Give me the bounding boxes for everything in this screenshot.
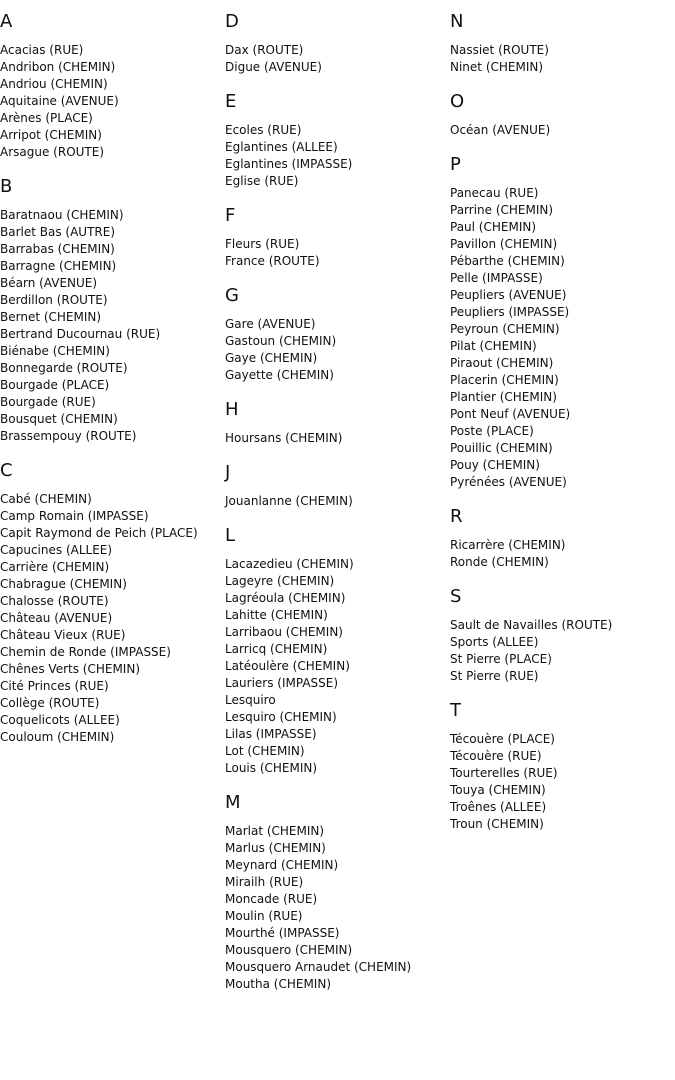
- street-entry: Gastoun (CHEMIN): [225, 334, 337, 348]
- letter-section: [0, 177, 224, 445]
- letter-section: [0, 12, 224, 161]
- section-letter-heading: A: [0, 11, 13, 32]
- street-entry: Digue (AVENUE): [225, 60, 322, 74]
- index-column: [225, 12, 449, 1009]
- index-column: [450, 12, 674, 849]
- street-entry: Baratnaou (CHEMIN): [0, 208, 124, 222]
- street-entry: Técouère (RUE): [450, 749, 542, 763]
- street-entry: Pouillic (CHEMIN): [450, 441, 553, 455]
- street-entry: Bonnegarde (ROUTE): [0, 361, 128, 375]
- letter-section: [450, 12, 674, 76]
- street-entry: Bourgade (RUE): [0, 395, 96, 409]
- street-entry: Ronde (CHEMIN): [450, 555, 549, 569]
- street-entry: Barrabas (CHEMIN): [0, 242, 115, 256]
- street-entry: Pelle (IMPASSE): [450, 271, 543, 285]
- street-entry: Lahitte (CHEMIN): [225, 608, 328, 622]
- street-entry: Barragne (CHEMIN): [0, 259, 117, 273]
- street-entry: Jouanlanne (CHEMIN): [225, 494, 353, 508]
- street-entry: Pouy (CHEMIN): [450, 458, 540, 472]
- street-entry: Bertrand Ducournau (RUE): [0, 327, 161, 341]
- street-entry: Troênes (ALLEE): [450, 800, 547, 814]
- section-letter-heading: S: [450, 586, 462, 607]
- street-entry: France (ROUTE): [225, 254, 320, 268]
- street-entry: Mousquero (CHEMIN): [225, 943, 353, 957]
- street-entry: Hoursans (CHEMIN): [225, 431, 343, 445]
- street-entry: Peyroun (CHEMIN): [450, 322, 560, 336]
- street-entry: Brassempouy (ROUTE): [0, 429, 137, 443]
- street-entry: St Pierre (RUE): [450, 669, 539, 683]
- section-letter-heading: P: [450, 154, 461, 175]
- street-entry: Panecau (RUE): [450, 186, 539, 200]
- street-entry: Gare (AVENUE): [225, 317, 316, 331]
- section-letter-heading: B: [0, 176, 13, 197]
- street-entry: Béarn (AVENUE): [0, 276, 98, 290]
- street-entry: Técouère (PLACE): [450, 732, 555, 746]
- street-entry: Piraout (CHEMIN): [450, 356, 554, 370]
- street-entry: Mourthé (IMPASSE): [225, 926, 340, 940]
- letter-section: [450, 92, 674, 139]
- street-entry: Capit Raymond de Peich (PLACE): [0, 526, 198, 540]
- letter-section: [225, 400, 449, 447]
- street-entry: Eglantines (IMPASSE): [225, 157, 353, 171]
- letter-section: [450, 701, 674, 833]
- street-entry: Tourterelles (RUE): [450, 766, 558, 780]
- street-entry: Lesquiro (CHEMIN): [225, 710, 337, 724]
- index-column: [0, 12, 224, 762]
- street-entry: Moutha (CHEMIN): [225, 977, 331, 991]
- letter-section: [450, 155, 674, 491]
- section-letter-heading: R: [450, 506, 463, 527]
- section-letter-heading: L: [225, 525, 236, 546]
- street-entry: Latéoulère (CHEMIN): [225, 659, 350, 673]
- street-entry: Marlus (CHEMIN): [225, 841, 326, 855]
- street-entry: Plantier (CHEMIN): [450, 390, 557, 404]
- street-entry: Collège (ROUTE): [0, 696, 100, 710]
- street-entry: Placerin (CHEMIN): [450, 373, 559, 387]
- street-entry: Capucines (ALLEE): [0, 543, 113, 557]
- section-letter-heading: D: [225, 11, 239, 32]
- street-entry: Gaye (CHEMIN): [225, 351, 318, 365]
- letter-section: [0, 461, 224, 746]
- section-letter-heading: E: [225, 91, 237, 112]
- letter-section: [225, 526, 449, 777]
- street-entry: Carrière (CHEMIN): [0, 560, 110, 574]
- street-entry: Couloum (CHEMIN): [0, 730, 115, 744]
- street-entry: Chemin de Ronde (IMPASSE): [0, 645, 171, 659]
- street-entry: Louis (CHEMIN): [225, 761, 318, 775]
- letter-section: [225, 463, 449, 510]
- street-entry: Bourgade (PLACE): [0, 378, 110, 392]
- street-entry: Mirailh (RUE): [225, 875, 304, 889]
- street-entry: Peupliers (AVENUE): [450, 288, 567, 302]
- street-entry: Arripot (CHEMIN): [0, 128, 102, 142]
- street-entry: Lauriers (IMPASSE): [225, 676, 339, 690]
- street-entry: Lagréoula (CHEMIN): [225, 591, 346, 605]
- street-entry: Chabrague (CHEMIN): [0, 577, 127, 591]
- street-entry: Cabé (CHEMIN): [0, 492, 92, 506]
- street-entry: Pavillon (CHEMIN): [450, 237, 558, 251]
- street-entry: Meynard (CHEMIN): [225, 858, 339, 872]
- street-entry: Poste (PLACE): [450, 424, 534, 438]
- street-entry: Larribaou (CHEMIN): [225, 625, 343, 639]
- street-entry: Berdillon (ROUTE): [0, 293, 108, 307]
- street-entry: Larricq (CHEMIN): [225, 642, 328, 656]
- street-entry: Pyrénées (AVENUE): [450, 475, 567, 489]
- section-letter-heading: M: [225, 792, 241, 813]
- section-letter-heading: C: [0, 460, 13, 481]
- section-letter-heading: O: [450, 91, 465, 112]
- street-entry: Biénabe (CHEMIN): [0, 344, 110, 358]
- section-letter-heading: N: [450, 11, 464, 32]
- street-entry: Parrine (CHEMIN): [450, 203, 554, 217]
- section-letter-heading: J: [225, 462, 231, 483]
- street-entry: Pont Neuf (AVENUE): [450, 407, 571, 421]
- street-entry: Lacazedieu (CHEMIN): [225, 557, 354, 571]
- letter-section: [225, 12, 449, 76]
- street-entry: Lesquiro: [225, 693, 276, 707]
- street-entry: Andribon (CHEMIN): [0, 60, 116, 74]
- street-entry: Bernet (CHEMIN): [0, 310, 102, 324]
- street-entry: Ecoles (RUE): [225, 123, 302, 137]
- street-entry: Arènes (PLACE): [0, 111, 93, 125]
- street-entry: Lilas (IMPASSE): [225, 727, 317, 741]
- street-entry: Eglantines (ALLEE): [225, 140, 338, 154]
- street-entry: Gayette (CHEMIN): [225, 368, 334, 382]
- street-entry: Touya (CHEMIN): [450, 783, 546, 797]
- street-entry: Château (AVENUE): [0, 611, 113, 625]
- street-entry: Sault de Navailles (ROUTE): [450, 618, 613, 632]
- street-entry: Coquelicots (ALLEE): [0, 713, 120, 727]
- letter-section: [225, 92, 449, 190]
- street-entry: Eglise (RUE): [225, 174, 299, 188]
- street-entry: Lageyre (CHEMIN): [225, 574, 335, 588]
- letter-section: [450, 507, 674, 571]
- street-entry: Pébarthe (CHEMIN): [450, 254, 565, 268]
- street-entry: Ninet (CHEMIN): [450, 60, 544, 74]
- letter-section: [225, 286, 449, 384]
- section-letter-heading: H: [225, 399, 239, 420]
- street-entry: Bousquet (CHEMIN): [0, 412, 118, 426]
- street-entry: Chênes Verts (CHEMIN): [0, 662, 141, 676]
- street-entry: Château Vieux (RUE): [0, 628, 126, 642]
- street-entry: Moncade (RUE): [225, 892, 318, 906]
- street-entry: Troun (CHEMIN): [450, 817, 544, 831]
- letter-section: [225, 206, 449, 270]
- section-letter-heading: F: [225, 205, 236, 226]
- street-entry: Fleurs (RUE): [225, 237, 300, 251]
- street-entry: Peupliers (IMPASSE): [450, 305, 570, 319]
- street-entry: Océan (AVENUE): [450, 123, 551, 137]
- street-entry: Camp Romain (IMPASSE): [0, 509, 149, 523]
- letter-section: [225, 793, 449, 993]
- section-letter-heading: T: [450, 700, 461, 721]
- street-entry: Acacias (RUE): [0, 43, 84, 57]
- street-entry: St Pierre (PLACE): [450, 652, 552, 666]
- street-entry: Marlat (CHEMIN): [225, 824, 325, 838]
- section-letter-heading: G: [225, 285, 239, 306]
- street-entry: Arsague (ROUTE): [0, 145, 105, 159]
- street-entry: Cité Princes (RUE): [0, 679, 109, 693]
- street-entry: Barlet Bas (AUTRE): [0, 225, 116, 239]
- street-entry: Andriou (CHEMIN): [0, 77, 108, 91]
- street-entry: Mousquero Arnaudet (CHEMIN): [225, 960, 412, 974]
- street-entry: Pilat (CHEMIN): [450, 339, 537, 353]
- street-entry: Moulin (RUE): [225, 909, 303, 923]
- street-entry: Nassiet (ROUTE): [450, 43, 549, 57]
- street-entry: Paul (CHEMIN): [450, 220, 537, 234]
- letter-section: [450, 587, 674, 685]
- street-entry: Ricarrère (CHEMIN): [450, 538, 566, 552]
- street-entry: Dax (ROUTE): [225, 43, 304, 57]
- street-entry: Aquitaine (AVENUE): [0, 94, 119, 108]
- street-entry: Lot (CHEMIN): [225, 744, 305, 758]
- street-entry: Sports (ALLEE): [450, 635, 539, 649]
- street-entry: Chalosse (ROUTE): [0, 594, 109, 608]
